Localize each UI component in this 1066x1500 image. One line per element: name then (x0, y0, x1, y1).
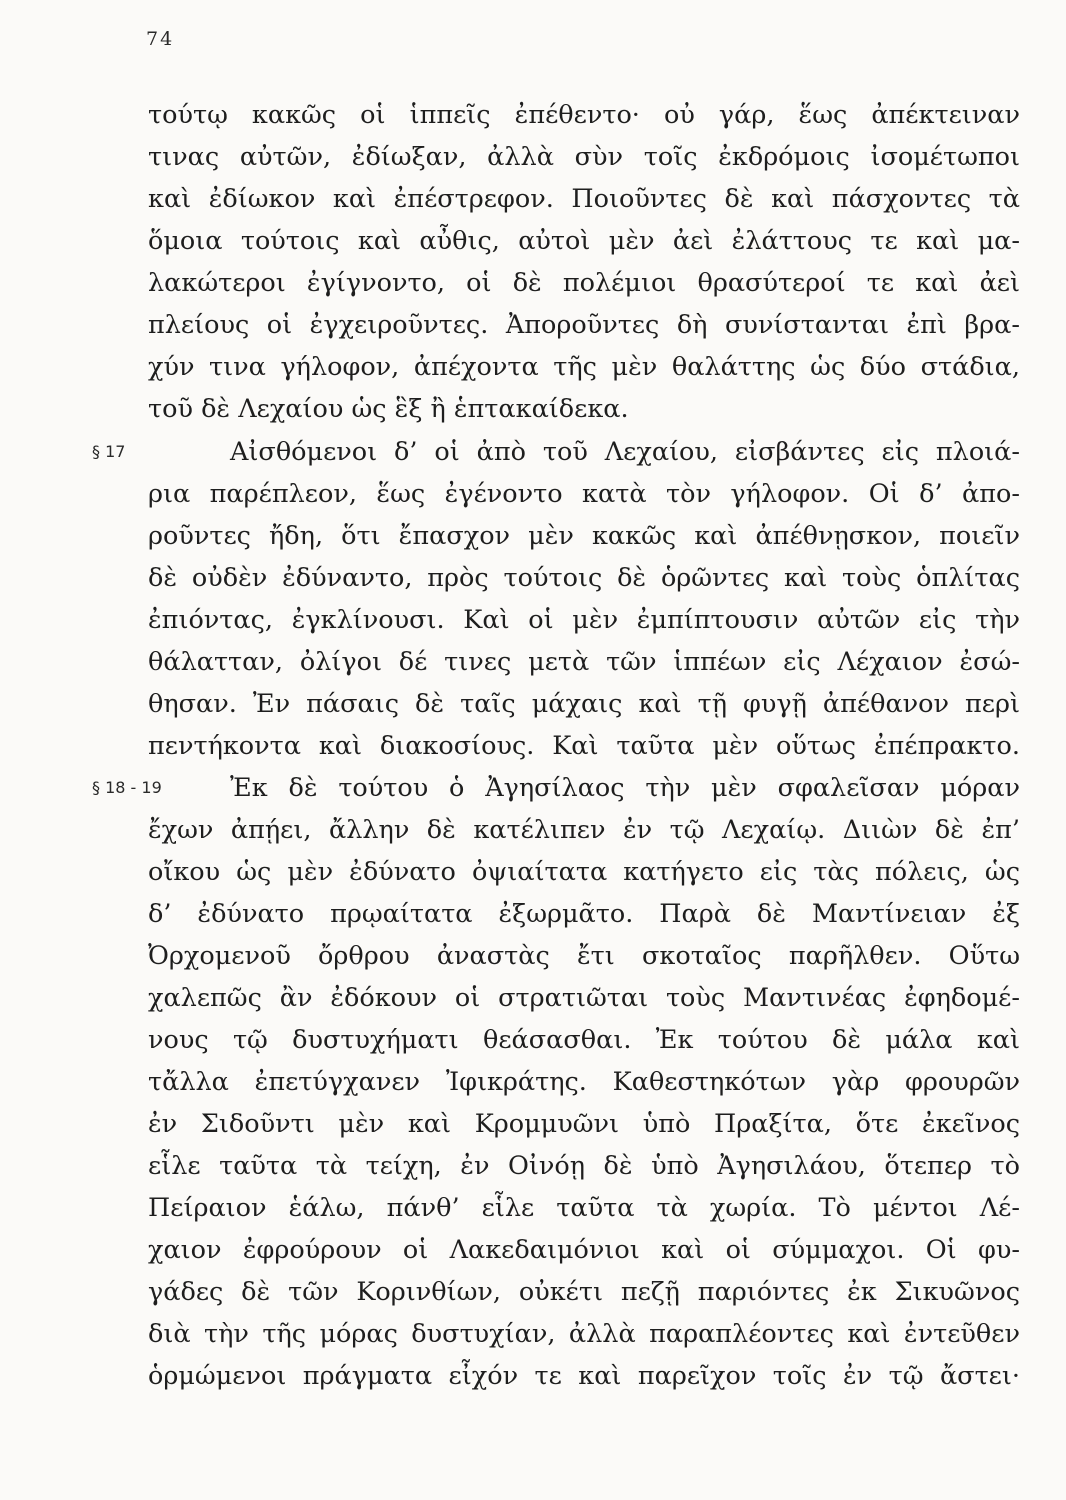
text-line: δὲ οὐδὲν ἐδύναντο, πρὸς τούτοις δὲ ὁρῶντες καὶ τοὺς ὁπλίτας (148, 563, 1020, 593)
text-line: ροῦντες ἤδη, ὅτι ἔπασχον μὲν κακῶς καὶ ἀπέθνῃσκον, ποιεῖν (148, 521, 1020, 551)
text-line: ρια παρέπλεον, ἕως ἐγένοντο κατὰ τὸν γήλοφον. Οἱ δ’ ἀπο- (148, 479, 1020, 509)
page-number: 74 (146, 28, 175, 50)
text-line: ὁρμώμενοι πράγματα εἶχόν τε καὶ παρεῖχον τοῖς ἐν τῷ ἄστει· (148, 1361, 1020, 1391)
text-line: διὰ τὴν τῆς μόρας δυστυχίαν, ἀλλὰ παραπλέοντες καὶ ἐντεῦθεν (148, 1319, 1020, 1349)
text-line: θάλατταν, ὀλίγοι δέ τινες μετὰ τῶν ἱππέων εἰς Λέχαιον ἐσώ- (148, 647, 1020, 677)
text-line: χύν τινα γήλοφον, ἀπέχοντα τῆς μὲν θαλάττης ὡς δύο στάδια, (148, 352, 1020, 382)
text-line: Πείραιον ἑάλω, πάνθ’ εἷλε ταῦτα τὰ χωρία. Τὸ μέντοι Λέ- (148, 1193, 1020, 1223)
text-line: δ’ ἐδύνατο πρῳαίτατα ἐξωρμᾶτο. Παρὰ δὲ Μαντίνειαν ἐξ (148, 899, 1020, 929)
text-line: τούτῳ κακῶς οἱ ἱππεῖς ἐπέθεντο· οὐ γάρ, ἕως ἀπέκτειναν (148, 100, 1020, 130)
text-line: ἔχων ἀπῄει, ἄλλην δὲ κατέλιπεν ἐν τῷ Λεχαίῳ. Διιὼν δὲ ἐπ’ (148, 815, 1020, 845)
text-line: ὅμοια τούτοις καὶ αὖθις, αὐτοὶ μὲν ἀεὶ ἐλάττους τε καὶ μα- (148, 226, 1020, 256)
text-line: πεντήκοντα καὶ διακοσίους. Καὶ ταῦτα μὲν οὕτως ἐπέπρακτο. (148, 731, 1020, 761)
text-line: τἄλλα ἐπετύγχανεν Ἰφικράτης. Καθεστηκότων γὰρ φρουρῶν (148, 1067, 1020, 1097)
section-marker-18-19: § 18 - 19 (92, 778, 162, 797)
text-line: λακώτεροι ἐγίγνοντο, οἱ δὲ πολέμιοι θρασύτεροί τε καὶ ἀεὶ (148, 268, 1020, 298)
text-line: τινας αὐτῶν, ἐδίωξαν, ἀλλὰ σὺν τοῖς ἐκδρόμοις ἰσομέτωποι (148, 142, 1020, 172)
text-line: Ὀρχομενοῦ ὄρθρου ἀναστὰς ἔτι σκοταῖος παρῆλθεν. Οὕτω (148, 941, 1020, 971)
text-line: οἴκου ὡς μὲν ἐδύνατο ὀψιαίτατα κατήγετο εἰς τὰς πόλεις, ὡς (148, 857, 1020, 887)
text-line: Αἰσθόμενοι δ’ οἱ ἀπὸ τοῦ Λεχαίου, εἰσβάντες εἰς πλοιά- (230, 437, 1020, 467)
text-line: γάδες δὲ τῶν Κορινθίων, οὐκέτι πεζῇ παριόντες ἐκ Σικυῶνος (148, 1277, 1020, 1307)
section-marker-17: § 17 (92, 442, 126, 461)
text-line: Ἐκ δὲ τούτου ὁ Ἀγησίλαος τὴν μὲν σφαλεῖσαν μόραν (230, 773, 1020, 803)
text-line: θησαν. Ἐν πάσαις δὲ ταῖς μάχαις καὶ τῇ φυγῇ ἀπέθανον περὶ (148, 689, 1020, 719)
text-line: ἐπιόντας, ἐγκλίνουσι. Καὶ οἱ μὲν ἐμπίπτουσιν αὐτῶν εἰς τὴν (148, 605, 1020, 635)
text-line: χαλεπῶς ἂν ἐδόκουν οἱ στρατιῶται τοὺς Μαντινέας ἐφηδομέ- (148, 983, 1020, 1013)
text-line: τοῦ δὲ Λεχαίου ὡς ἓξ ἢ ἑπτακαίδεκα. (148, 394, 629, 424)
text-line: πλείους οἱ ἐγχειροῦντες. Ἀποροῦντες δὴ συνίστανται ἐπὶ βρα- (148, 310, 1020, 340)
text-line: ἐν Σιδοῦντι μὲν καὶ Κρομμυῶνι ὑπὸ Πραξίτα, ὅτε ἐκεῖνος (148, 1109, 1020, 1139)
text-line: καὶ ἐδίωκον καὶ ἐπέστρεφον. Ποιοῦντες δὲ καὶ πάσχοντες τὰ (148, 184, 1020, 214)
text-line: εἷλε ταῦτα τὰ τείχη, ἐν Οἰνόῃ δὲ ὑπὸ Ἀγησιλάου, ὅτεπερ τὸ (148, 1151, 1020, 1181)
text-line: νους τῷ δυστυχήματι θεάσασθαι. Ἐκ τούτου δὲ μάλα καὶ (148, 1025, 1020, 1055)
text-line: χαιον ἐφρούρουν οἱ Λακεδαιμόνιοι καὶ οἱ σύμμαχοι. Οἱ φυ- (148, 1235, 1020, 1265)
